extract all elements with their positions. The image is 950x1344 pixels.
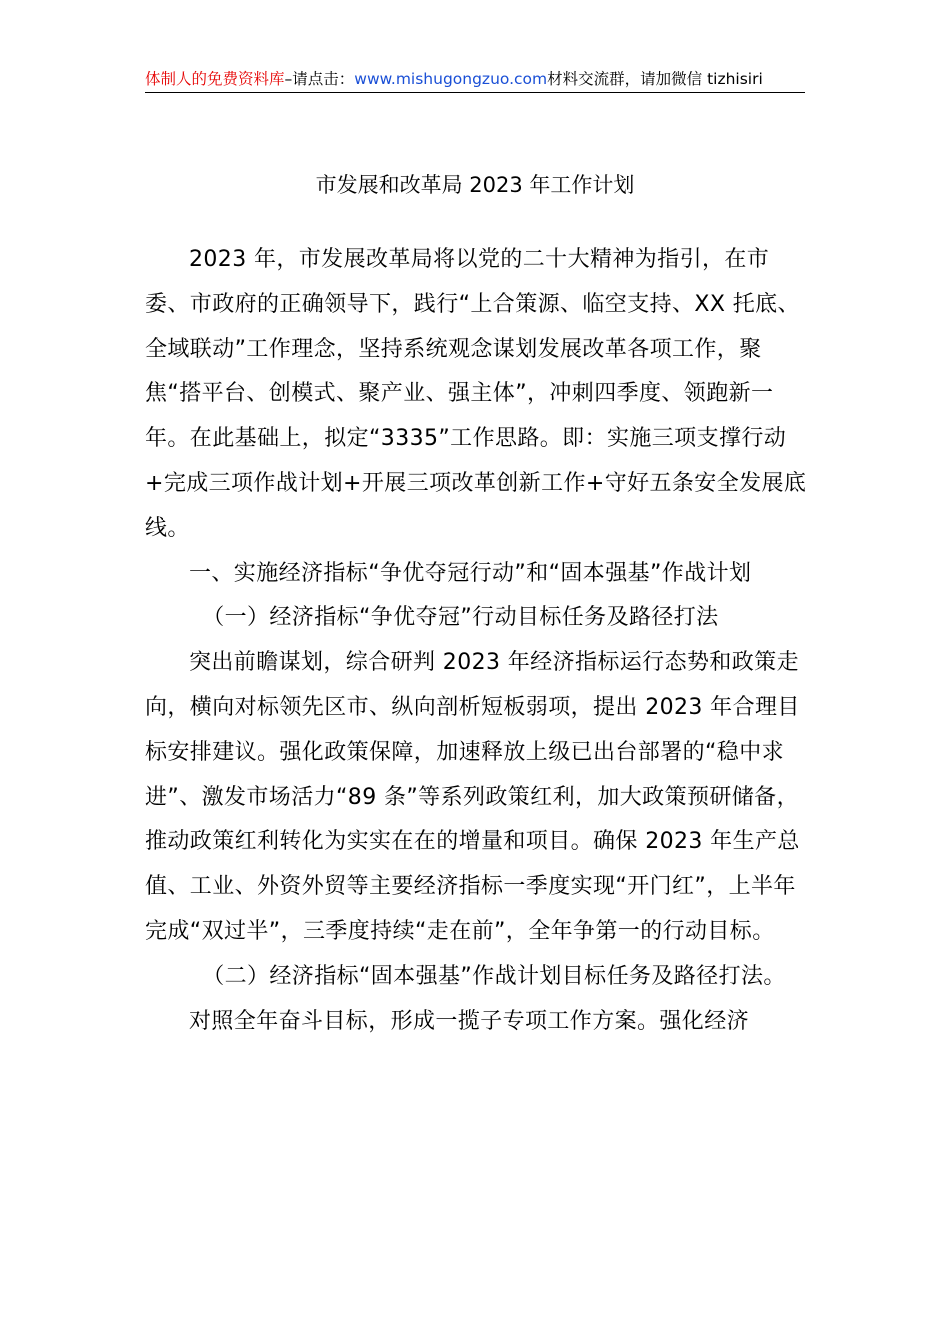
header-brand: 体制人的免费资料库	[145, 70, 285, 88]
header-prompt: –请点击：	[284, 70, 355, 88]
body-paragraph-2: 对照全年奋斗目标，形成一揽子专项工作方案。强化经济	[189, 1008, 750, 1034]
subsection-heading-1: （一）经济指标“争优夺冠”行动目标任务及路径打法	[202, 605, 719, 631]
page-header	[145, 66, 805, 93]
header-wechat-note: 材料交流群，请加微信 tizhisiri	[547, 70, 763, 88]
intro-paragraph: 2023 年，市发展改革局将以党的二十大精神为指引，在市委、市政府的正确领导下，践行“上合策源、临空支持、XX 托底、全域联动”工作理念，坚持系统观念谋划发展改革各项工作，聚焦“搭平台、创模式、聚产业、强主体”，冲刺四季度、领跑新一年。在此基础上，拟定“3335”工作思路。即：实施三项支撑行动+完成三项作战计划+开展三项改革创新工作+守好五条安全发展底线。	[145, 247, 807, 541]
subsection-heading-2: （二）经济指标“固本强基”作战计划目标任务及路径打法。	[202, 963, 786, 989]
body-paragraph-1: 突出前瞻谋划，综合研判 2023 年经济指标运行态势和政策走向，横向对标领先区市、纵向剖析短板弱项，提出 2023 年合理目标安排建议。强化政策保障，加速释放上级已出台部署的“稳中求进”、激发市场活力“89 条”等系列政策红利，加大政策预研储备，推动政策红利转化为实实在在的增量和项目。确保 2023 年生产总值、工业、外资外贸等主要经济指标一季度实现“开门红”，上半年完成“双过半”，三季度持续“走在前”，全年争第一的行动目标。	[145, 650, 800, 944]
document-body	[145, 238, 807, 1044]
document-title: 市发展和改革局 2023 年工作计划	[315, 173, 635, 197]
section-heading-1: 一、实施经济指标“争优夺冠行动”和“固本强基”作战计划	[189, 560, 752, 586]
header-url-link[interactable]: www.mishugongzuo.com	[354, 70, 548, 88]
